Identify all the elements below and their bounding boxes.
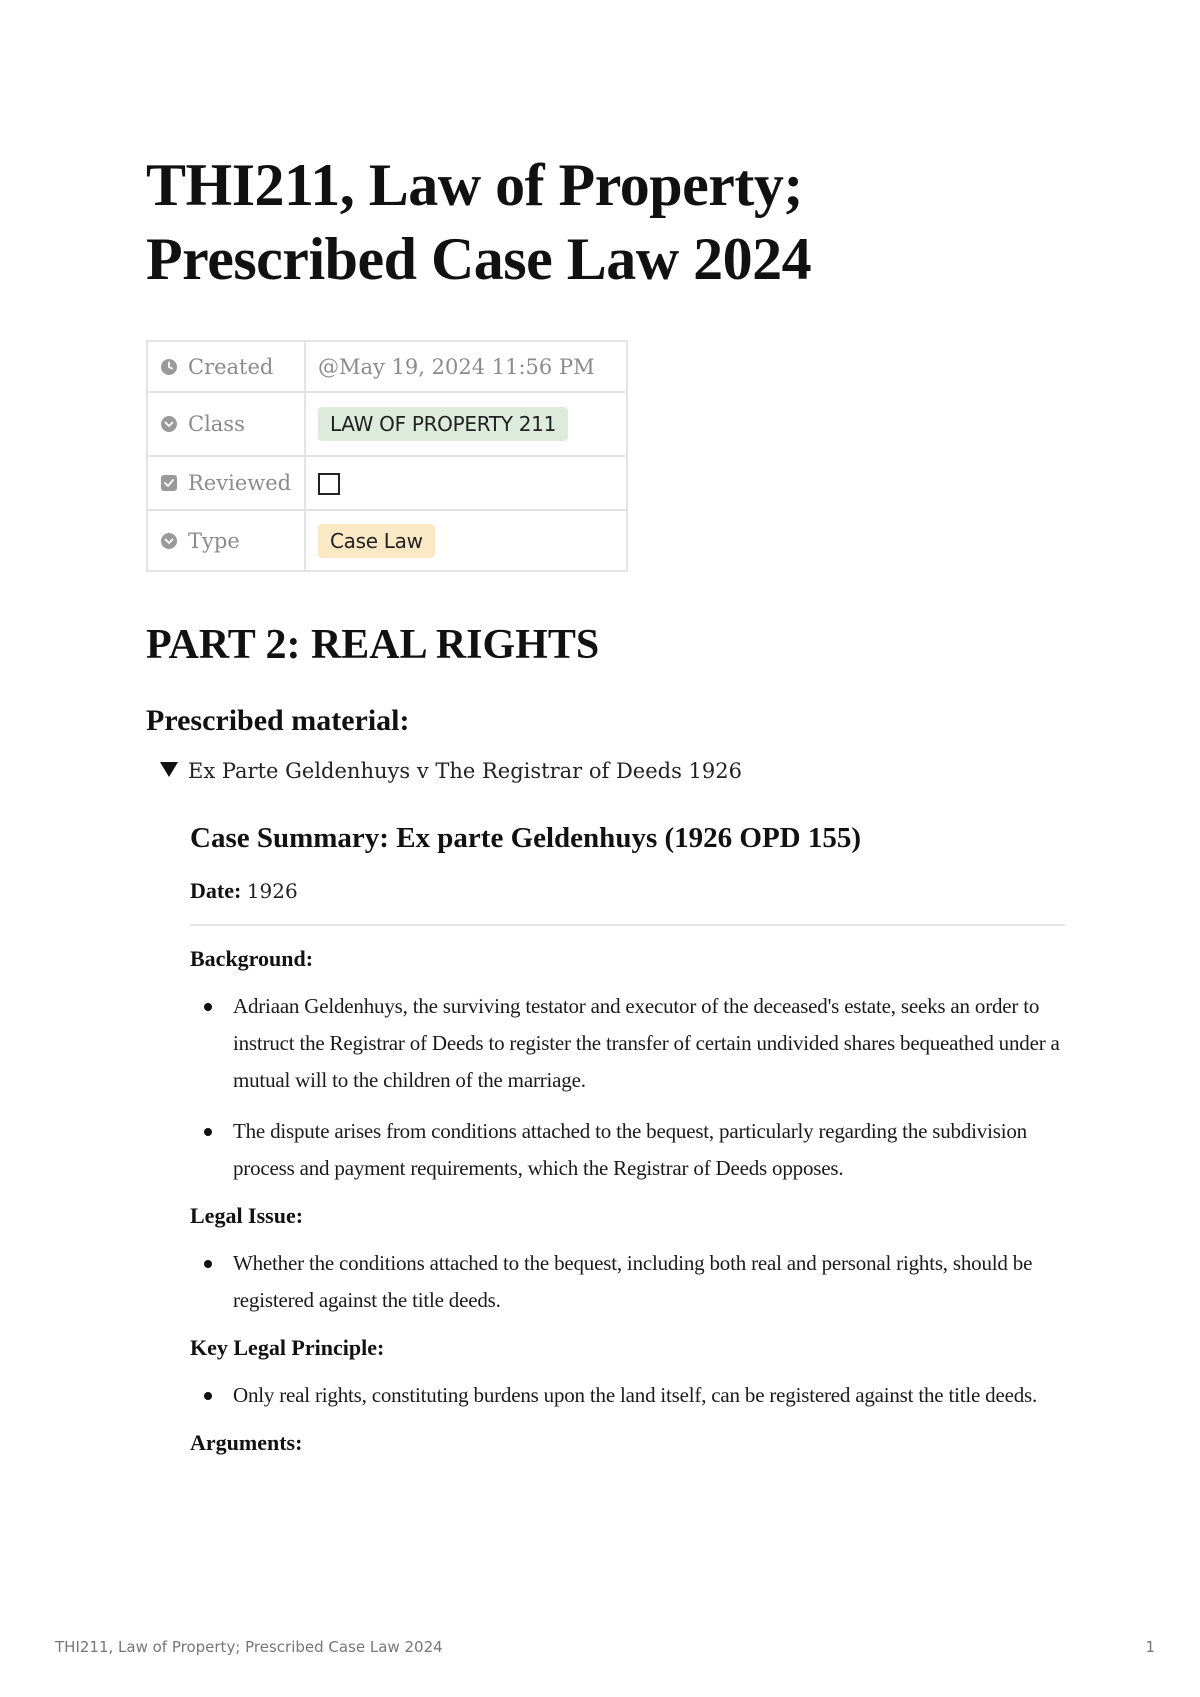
created-date: @May 19, 2024 11:56 PM [318,354,595,379]
property-row-type [147,510,627,571]
triangle-down-icon[interactable] [160,762,178,777]
property-value-reviewed [305,456,627,510]
legal-issue-list [190,1245,1065,1319]
property-value-class[interactable] [305,392,627,456]
case-heading: Case Summary: Ex parte Geldenhuys (1926 OPD 155) [190,822,862,854]
property-name-class [147,392,305,456]
case-summary [190,820,1065,1458]
list-item [190,1377,1065,1414]
class-tag[interactable]: LAW OF PROPERTY 211 [318,407,568,441]
checkbox-icon [160,473,178,491]
property-row-created [147,341,627,392]
property-value-created[interactable] [305,341,627,392]
property-name-type [147,510,305,571]
bullet-icon [204,1128,212,1136]
bullet-icon [204,1392,212,1400]
reviewed-checkbox[interactable] [318,473,340,495]
property-row-reviewed [147,456,627,510]
page-title-line-1: THI211, Law of Property; [146,152,803,218]
principle-label: Key Legal Principle: [190,1335,385,1360]
property-label-reviewed: Reviewed [188,471,292,495]
case-toggle[interactable] [160,756,742,786]
list-item [190,1245,1065,1319]
select-icon [160,531,178,549]
clock-icon [160,357,178,375]
date-label: Date: [190,878,242,903]
prescribed-heading: Prescribed material: [146,704,410,737]
page-title-line-2: Prescribed Case Law 2024 [146,226,812,292]
list-item-text: The dispute arises from conditions attached to the bequest, particularly regarding the subdivision process and payment requirements, which the Registrar of Deeds opposes. [233,1119,1027,1180]
page-title [146,148,1046,296]
property-value-type[interactable] [305,510,627,571]
case-date [190,876,1065,906]
arguments-label: Arguments: [190,1430,303,1455]
bullet-icon [204,1003,212,1011]
list-item [190,1113,1065,1187]
bullet-icon [204,1260,212,1268]
properties-table [146,340,628,572]
property-name-reviewed [147,456,305,510]
background-list [190,988,1065,1187]
date-value: 1926 [246,879,298,903]
background-label: Background: [190,946,314,971]
list-item-text: Adriaan Geldenhuys, the surviving testator and executor of the deceased's estate, seeks an order to instruct the Registrar of Deeds to register the transfer of certain undivided shares bequeathed under a mutual will to the children of the marriage. [233,994,1060,1092]
property-label-class: Class [188,412,245,436]
property-name-created [147,341,305,392]
page-number: 1 [1145,1638,1155,1656]
footer-title: THI211, Law of Property; Prescribed Case Law 2024 [55,1638,443,1656]
property-label-type: Type [188,528,240,553]
part-heading: PART 2: REAL RIGHTS [146,622,600,668]
select-icon [160,414,178,432]
property-label-created: Created [188,354,274,379]
case-toggle-label: Ex Parte Geldenhuys v The Registrar of Deeds 1926 [188,759,742,783]
list-item [190,988,1065,1099]
property-row-class [147,392,627,456]
principle-list [190,1377,1065,1414]
legal-issue-label: Legal Issue: [190,1203,304,1228]
list-item-text: Whether the conditions attached to the bequest, including both real and personal rights, should be registered against the title deeds. [233,1251,1033,1312]
divider [190,924,1065,926]
list-item-text: Only real rights, constituting burdens upon the land itself, can be registered against the title deeds. [233,1383,1038,1407]
type-tag[interactable]: Case Law [318,524,435,558]
